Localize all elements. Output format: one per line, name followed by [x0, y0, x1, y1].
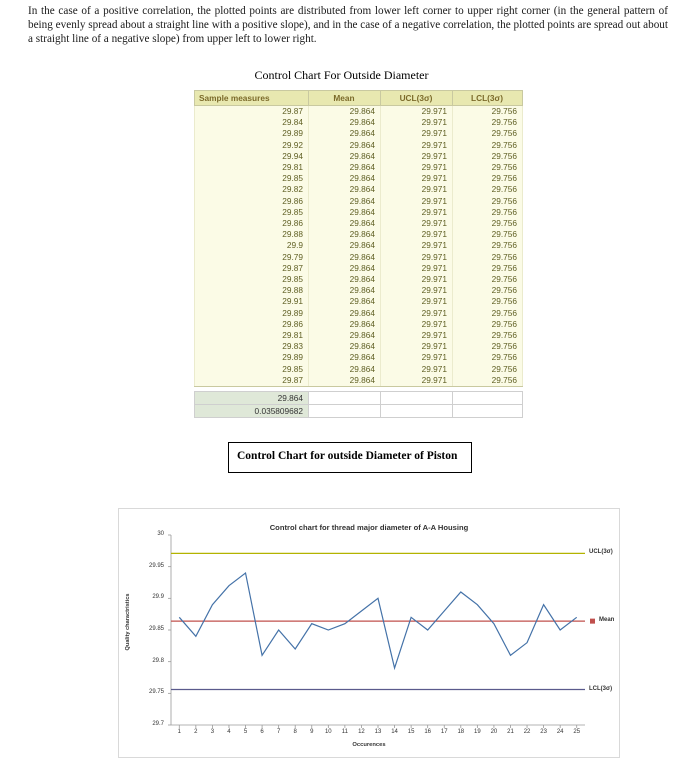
table-cell: 29.971 — [381, 151, 453, 162]
table-cell: 29.971 — [381, 196, 453, 207]
table-row — [195, 352, 523, 363]
table-cell: 29.756 — [453, 341, 523, 352]
table-cell: 29.87 — [195, 375, 309, 387]
table-cell: 29.971 — [381, 240, 453, 251]
table-row — [195, 162, 523, 173]
table-cell: 29.756 — [453, 207, 523, 218]
chart-x-tick-label: 22 — [523, 729, 531, 735]
table-cell: 29.86 — [195, 196, 309, 207]
table-cell: 29.971 — [381, 285, 453, 296]
chart-x-tick-label: 23 — [540, 729, 547, 735]
chart-x-axis-label: Occurences — [352, 742, 386, 748]
table-row — [195, 330, 523, 341]
table-cell: 29.864 — [309, 207, 381, 218]
chart-x-tick-label: 5 — [243, 729, 248, 735]
chart-y-axis-label: Quality charactristics — [125, 593, 131, 651]
table-cell: 29.89 — [195, 308, 309, 319]
table-row — [195, 229, 523, 240]
table-row — [195, 196, 523, 207]
table-cell: 29.88 — [195, 285, 309, 296]
table-cell: 29.971 — [381, 341, 453, 352]
table-cell: 29.971 — [381, 252, 453, 263]
table-cell: 29.756 — [453, 184, 523, 195]
chart-x-tick-label: 11 — [341, 729, 348, 735]
table-cell: 29.756 — [453, 240, 523, 251]
table-cell: 29.81 — [195, 330, 309, 341]
table-cell: 29.864 — [309, 352, 381, 363]
table-cell: 29.756 — [453, 252, 523, 263]
summary-empty-cell — [453, 405, 523, 418]
column-header-mean: Mean — [309, 91, 381, 106]
table-row — [195, 106, 523, 118]
table-cell: 29.756 — [453, 162, 523, 173]
control-chart-table — [194, 90, 523, 418]
table-row — [195, 341, 523, 352]
table-cell: 29.971 — [381, 140, 453, 151]
summary-empty-cell — [381, 392, 453, 405]
table-cell: 29.971 — [381, 274, 453, 285]
chart-x-tick-label: 12 — [358, 729, 365, 735]
table-cell: 29.864 — [309, 151, 381, 162]
table-cell: 29.756 — [453, 151, 523, 162]
table-cell: 29.864 — [309, 106, 381, 118]
table-cell: 29.864 — [309, 274, 381, 285]
table-title: Control Chart For Outside Diameter — [254, 68, 429, 82]
table-cell: 29.89 — [195, 128, 309, 139]
table-cell: 29.864 — [309, 140, 381, 151]
table-cell: 29.87 — [195, 263, 309, 274]
table-cell: 29.85 — [195, 364, 309, 375]
chart-data-line — [179, 573, 576, 668]
chart-x-tick-label: 25 — [573, 729, 581, 735]
chart-x-tick-label: 24 — [556, 729, 564, 735]
table-cell: 29.756 — [453, 196, 523, 207]
table-cell: 29.756 — [453, 117, 523, 128]
table-cell: 29.864 — [309, 330, 381, 341]
table-cell: 29.81 — [195, 162, 309, 173]
table-cell: 29.85 — [195, 207, 309, 218]
table-row — [195, 128, 523, 139]
summary-mean-value: 29.864 — [195, 392, 309, 405]
table-cell: 29.864 — [309, 252, 381, 263]
table-cell: 29.756 — [453, 375, 523, 387]
chart-x-tick-label: 13 — [374, 729, 382, 735]
intro-paragraph: In the case of a positive correlation, the plotted points are distributed from lower left corner to upper right corner (in the general pattern of being evenly spread about a straight line with a positive slope), and in the case of a negative correlation, the plotted points are spread out about a straight line of a negative slope) from upper left to lower right. — [28, 5, 668, 46]
chart-y-tick-label: 29.75 — [148, 689, 164, 696]
table-body — [195, 106, 523, 387]
table-cell: 29.756 — [453, 364, 523, 375]
table-row — [195, 319, 523, 330]
table-cell: 29.971 — [381, 207, 453, 218]
table-cell: 29.864 — [309, 263, 381, 274]
chart-x-tick-label: 17 — [440, 729, 448, 735]
summary-empty-cell — [381, 405, 453, 418]
table-cell: 29.756 — [453, 308, 523, 319]
chart-series-annotation: LCL(3σ) — [589, 685, 613, 692]
table-row — [195, 207, 523, 218]
chart-x-tick-label: 20 — [490, 729, 498, 735]
table-row — [195, 285, 523, 296]
table-cell: 29.971 — [381, 218, 453, 229]
table-row — [195, 375, 523, 387]
table-cell: 29.94 — [195, 151, 309, 162]
table-header-row — [195, 91, 523, 106]
summary-empty-cell — [309, 392, 381, 405]
table-row — [195, 140, 523, 151]
data-table — [194, 90, 523, 387]
table-cell: 29.971 — [381, 352, 453, 363]
table-cell: 29.756 — [453, 296, 523, 307]
chart-y-tick-label: 30 — [157, 531, 164, 537]
table-cell: 29.864 — [309, 162, 381, 173]
table-cell: 29.84 — [195, 117, 309, 128]
table-cell: 29.756 — [453, 218, 523, 229]
table-row — [195, 184, 523, 195]
chart-title: Control chart for thread major diameter of A-A Housing — [269, 523, 469, 532]
table-row — [195, 252, 523, 263]
table-cell: 29.91 — [195, 296, 309, 307]
chart-x-tick-label: 19 — [474, 729, 481, 735]
table-cell: 29.864 — [309, 285, 381, 296]
chart-legend-marker — [590, 619, 595, 624]
table-cell: 29.756 — [453, 128, 523, 139]
table-row — [195, 240, 523, 251]
table-row — [195, 308, 523, 319]
summary-table — [194, 391, 523, 418]
summary-stdev-value: 0.035809682 — [195, 405, 309, 418]
table-row — [195, 117, 523, 128]
table-cell: 29.971 — [381, 106, 453, 118]
table-row — [195, 405, 523, 418]
table-cell: 29.864 — [309, 117, 381, 128]
table-cell: 29.864 — [309, 196, 381, 207]
table-cell: 29.864 — [309, 184, 381, 195]
table-cell: 29.756 — [453, 274, 523, 285]
control-chart-figure — [118, 508, 620, 758]
table-row — [195, 274, 523, 285]
chart-x-tick-label: 21 — [507, 729, 514, 735]
column-header-ucl: UCL(3σ) — [381, 91, 453, 106]
chart-y-tick-label: 29.85 — [148, 626, 164, 632]
chart-x-tick-label: 14 — [391, 729, 398, 735]
chart-x-tick-label: 6 — [260, 729, 264, 735]
table-cell: 29.756 — [453, 173, 523, 184]
table-cell: 29.971 — [381, 263, 453, 274]
chart-x-tick-label: 2 — [194, 729, 198, 735]
table-cell: 29.88 — [195, 229, 309, 240]
chart-plot-area — [119, 509, 619, 757]
table-cell: 29.756 — [453, 285, 523, 296]
table-cell: 29.756 — [453, 106, 523, 118]
chart-y-tick-label: 29.95 — [148, 562, 164, 569]
table-cell: 29.971 — [381, 162, 453, 173]
table-row — [195, 364, 523, 375]
column-header-sample-measures: Sample measures — [195, 91, 309, 106]
table-cell: 29.79 — [195, 252, 309, 263]
table-cell: 29.971 — [381, 319, 453, 330]
table-cell: 29.864 — [309, 240, 381, 251]
table-cell: 29.864 — [309, 364, 381, 375]
table-cell: 29.89 — [195, 352, 309, 363]
summary-empty-cell — [453, 392, 523, 405]
chart-x-tick-label: 15 — [407, 729, 415, 735]
column-header-lcl: LCL(3σ) — [453, 91, 523, 106]
chart-x-tick-label: 16 — [424, 729, 432, 735]
table-row — [195, 296, 523, 307]
table-cell: 29.9 — [195, 240, 309, 251]
table-cell: 29.82 — [195, 184, 309, 195]
table-row — [195, 173, 523, 184]
table-cell: 29.864 — [309, 296, 381, 307]
table-cell: 29.864 — [309, 218, 381, 229]
table-cell: 29.864 — [309, 319, 381, 330]
table-cell: 29.971 — [381, 229, 453, 240]
table-cell: 29.86 — [195, 218, 309, 229]
chart-series-annotation: UCL(3σ) — [589, 549, 613, 556]
table-cell: 29.971 — [381, 375, 453, 387]
table-cell: 29.971 — [381, 308, 453, 319]
table-cell: 29.864 — [309, 128, 381, 139]
table-cell: 29.85 — [195, 274, 309, 285]
summary-empty-cell — [309, 405, 381, 418]
table-cell: 29.87 — [195, 106, 309, 118]
chart-x-tick-label: 8 — [293, 729, 297, 735]
chart-x-tick-label: 9 — [310, 729, 314, 735]
table-cell: 29.86 — [195, 319, 309, 330]
figure-caption-box: Control Chart for outside Diameter of Piston — [228, 442, 472, 473]
table-row — [195, 392, 523, 405]
chart-x-tick-label: 4 — [227, 729, 231, 735]
table-cell: 29.864 — [309, 341, 381, 352]
table-row — [195, 218, 523, 229]
table-cell: 29.971 — [381, 330, 453, 341]
table-cell: 29.92 — [195, 140, 309, 151]
table-cell: 29.864 — [309, 229, 381, 240]
table-cell: 29.756 — [453, 263, 523, 274]
chart-x-tick-label: 7 — [276, 729, 281, 735]
table-cell: 29.971 — [381, 364, 453, 375]
table-cell: 29.864 — [309, 375, 381, 387]
table-cell: 29.756 — [453, 319, 523, 330]
table-cell: 29.85 — [195, 173, 309, 184]
table-cell: 29.864 — [309, 308, 381, 319]
chart-y-tick-label: 29.8 — [152, 657, 164, 664]
table-cell: 29.756 — [453, 330, 523, 341]
table-row — [195, 151, 523, 162]
chart-x-tick-label: 3 — [210, 729, 215, 735]
table-cell: 29.864 — [309, 173, 381, 184]
chart-y-tick-label: 29.7 — [152, 721, 164, 727]
table-cell: 29.971 — [381, 184, 453, 195]
table-cell: 29.83 — [195, 341, 309, 352]
table-cell: 29.756 — [453, 229, 523, 240]
table-cell: 29.756 — [453, 140, 523, 151]
chart-x-tick-label: 18 — [457, 729, 465, 735]
table-cell: 29.971 — [381, 128, 453, 139]
table-row — [195, 263, 523, 274]
table-cell: 29.971 — [381, 173, 453, 184]
table-cell: 29.756 — [453, 352, 523, 363]
table-cell: 29.971 — [381, 117, 453, 128]
chart-y-tick-label: 29.9 — [152, 594, 164, 601]
table-cell: 29.971 — [381, 296, 453, 307]
chart-series-annotation: Mean — [599, 617, 615, 624]
chart-x-tick-label: 1 — [177, 729, 181, 735]
chart-x-tick-label: 10 — [324, 729, 332, 735]
